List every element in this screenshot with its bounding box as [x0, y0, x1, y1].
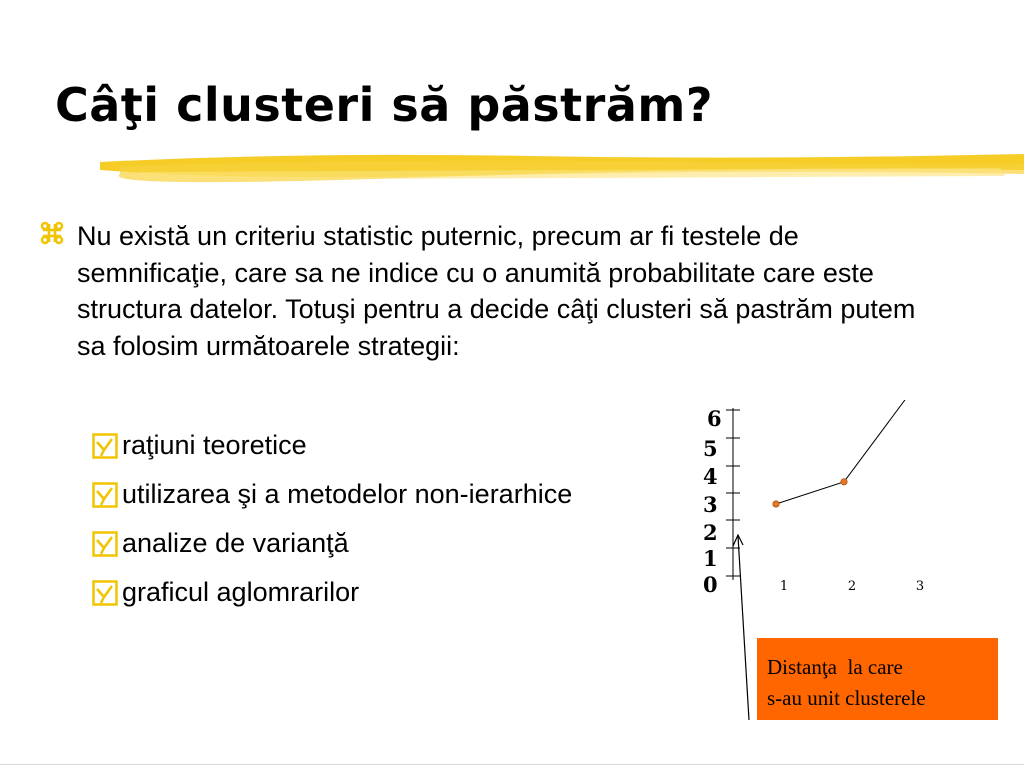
checkbox-bullet-icon	[92, 580, 118, 606]
y-tick-label: 6	[707, 406, 722, 431]
data-point	[841, 479, 847, 485]
strategy-label: raţiuni teoretice	[122, 430, 307, 460]
strategy-item	[92, 526, 572, 575]
callout-line-1: Distanţa la care	[767, 655, 903, 679]
y-tick-label: 3	[703, 492, 718, 517]
footer-divider	[0, 764, 1024, 765]
checkbox-bullet-icon	[92, 433, 118, 459]
chart-axis	[726, 408, 740, 580]
chart-series	[773, 400, 915, 507]
x-tick-label: 1	[779, 579, 789, 594]
strategies-list	[92, 428, 572, 624]
checkbox-bullet-icon	[92, 531, 118, 557]
slide-title: Câţi clusteri să păstrăm?	[55, 78, 714, 132]
y-tick-label: 0	[703, 572, 718, 597]
strategy-label: analize de varianţă	[122, 528, 349, 558]
intro-bullet	[40, 218, 930, 364]
x-tick-label: 2	[847, 579, 857, 594]
intro-text: Nu există un criteriu statistic puternic, precum ar fi testele de semnificaţie, care sa ne indice cu o anumită probabilitate care este structura datelor. Totuşi pentru a decide câţi clusteri să pastrăm putem sa folosim următoarele strategii:	[77, 221, 916, 361]
distance-callout-box	[757, 638, 998, 720]
y-tick-label: 1	[703, 546, 718, 571]
data-point	[773, 501, 779, 507]
strategy-label: graficul aglomrarilor	[122, 577, 360, 607]
chart-x-tick-labels	[780, 579, 924, 594]
title-highlight-stroke	[100, 140, 1024, 190]
y-tick-label: 4	[703, 464, 718, 489]
series-line	[776, 400, 912, 504]
callout-line-2: s-au unit clusterele	[767, 686, 926, 710]
y-tick-label: 2	[703, 520, 718, 545]
chart-y-tick-labels	[703, 406, 722, 597]
strategy-item	[92, 428, 572, 477]
command-key-bullet-icon	[40, 220, 64, 246]
y-tick-label: 5	[703, 436, 718, 461]
strategy-item	[92, 477, 572, 526]
x-tick-label: 3	[915, 579, 925, 594]
arrow-shaft	[738, 536, 749, 720]
strategy-item	[92, 575, 572, 624]
strategy-label: utilizarea şi a metodelor non-ierarhice	[122, 479, 573, 509]
checkbox-bullet-icon	[92, 482, 118, 508]
callout-arrow	[733, 535, 749, 720]
